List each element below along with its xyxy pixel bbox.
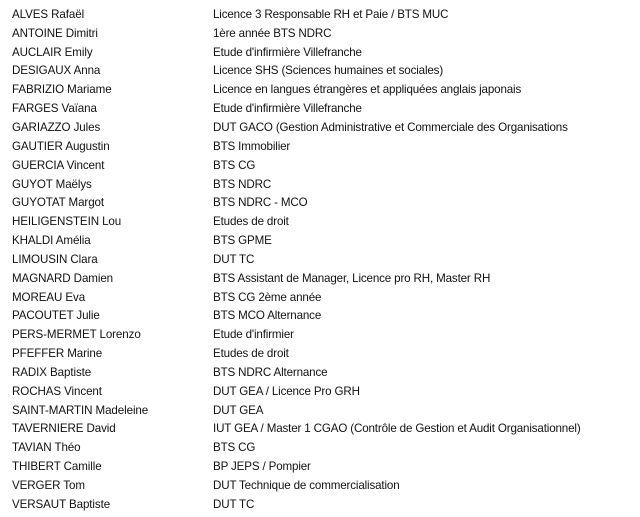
student-formation: Licence SHS (Sciences humaines et sociales): [213, 64, 444, 78]
student-name: MOREAU Eva: [12, 290, 86, 304]
student-name: FARGES Vaïana: [12, 102, 97, 116]
table-row: [12, 438, 638, 457]
student-name: GUYOT Maëlys: [12, 177, 92, 191]
table-row: [12, 156, 638, 175]
student-name: ALVES Rafaël: [12, 7, 85, 21]
table-row: [12, 193, 638, 212]
table-row: [12, 288, 638, 307]
table-row: [12, 476, 638, 495]
student-name: GAUTIER Augustin: [12, 139, 110, 153]
student-name: PFEFFER Marine: [12, 347, 103, 361]
student-name: LIMOUSIN Clara: [12, 252, 98, 266]
student-name: MAGNARD Damien: [12, 271, 114, 285]
student-formation: Licence en langues étrangères et appliquées anglais japonais: [213, 83, 522, 97]
student-formation: BTS NDRC Alternance: [213, 365, 328, 379]
student-list: [12, 5, 638, 514]
student-formation: Etudes de droit: [213, 347, 289, 361]
student-formation: BP JEPS / Pompier: [213, 460, 311, 474]
table-row: [12, 420, 638, 439]
student-formation: BTS Assistant de Manager, Licence pro RH, Master RH: [213, 271, 491, 285]
student-name: VERGER Tom: [12, 479, 85, 493]
student-formation: DUT GACO (Gestion Administrative et Commerciale des Organisations: [213, 120, 568, 134]
student-formation: BTS NDRC - MCO: [213, 196, 308, 210]
table-row: [12, 325, 638, 344]
table-row: [12, 5, 638, 24]
table-row: [12, 62, 638, 81]
student-name: SAINT-MARTIN Madeleine: [12, 403, 149, 417]
student-formation: BTS GPME: [213, 234, 272, 248]
student-name: GUERCIA Vincent: [12, 158, 105, 172]
student-formation: Etude d'infirmière Villefranche: [213, 45, 362, 59]
table-row: [12, 212, 638, 231]
table-row: [12, 99, 638, 118]
table-row: [12, 363, 638, 382]
student-name: HEILIGENSTEIN Lou: [12, 215, 122, 229]
student-formation: DUT TC: [213, 252, 255, 266]
student-name: TAVIAN Théo: [12, 441, 81, 455]
table-row: [12, 231, 638, 250]
table-row: [12, 495, 638, 514]
student-formation: IUT GEA / Master 1 CGAO (Contrôle de Gestion et Audit Organisationnel): [213, 422, 581, 436]
student-formation: Etude d'infirmier: [213, 328, 294, 342]
student-name: TAVERNIERE David: [12, 422, 116, 436]
student-formation: 1ère année BTS NDRC: [213, 26, 332, 40]
table-row: [12, 24, 638, 43]
table-row: [12, 80, 638, 99]
student-name: AUCLAIR Emily: [12, 45, 93, 59]
table-row: [12, 43, 638, 62]
table-row: [12, 401, 638, 420]
student-name: ROCHAS Vincent: [12, 384, 102, 398]
student-name: RADIX Baptiste: [12, 365, 92, 379]
student-name: PERS-MERMET Lorenzo: [12, 328, 141, 342]
student-name: VERSAUT Baptiste: [12, 497, 111, 511]
student-formation: DUT GEA: [213, 403, 264, 417]
table-row: [12, 344, 638, 363]
table-row: [12, 250, 638, 269]
student-formation: BTS Immobilier: [213, 139, 291, 153]
student-formation: BTS NDRC: [213, 177, 272, 191]
student-name: KHALDI Amélia: [12, 234, 91, 248]
table-row: [12, 457, 638, 476]
student-formation: DUT GEA / Licence Pro GRH: [213, 384, 360, 398]
student-name: FABRIZIO Mariame: [12, 83, 112, 97]
table-row: [12, 137, 638, 156]
table-row: [12, 382, 638, 401]
student-name: ANTOINE Dimitri: [12, 26, 98, 40]
student-formation: Etude d'infirmière Villefranche: [213, 102, 362, 116]
student-name: PACOUTET Julie: [12, 309, 100, 323]
student-formation: BTS CG: [213, 441, 256, 455]
student-name: GARIAZZO Jules: [12, 120, 101, 134]
student-formation: BTS CG: [213, 158, 256, 172]
student-formation: DUT TC: [213, 497, 255, 511]
student-formation: BTS CG 2ème année: [213, 290, 322, 304]
student-formation: DUT Technique de commercialisation: [213, 479, 400, 493]
student-formation: BTS MCO Alternance: [213, 309, 322, 323]
student-name: THIBERT Camille: [12, 460, 102, 474]
table-row: [12, 307, 638, 326]
table-row: [12, 118, 638, 137]
student-formation: Licence 3 Responsable RH et Paie / BTS MUC: [213, 7, 449, 21]
table-row: [12, 175, 638, 194]
student-formation: Etudes de droit: [213, 215, 289, 229]
table-row: [12, 269, 638, 288]
student-name: GUYOTAT Margot: [12, 196, 105, 210]
student-name: DESIGAUX Anna: [12, 64, 101, 78]
